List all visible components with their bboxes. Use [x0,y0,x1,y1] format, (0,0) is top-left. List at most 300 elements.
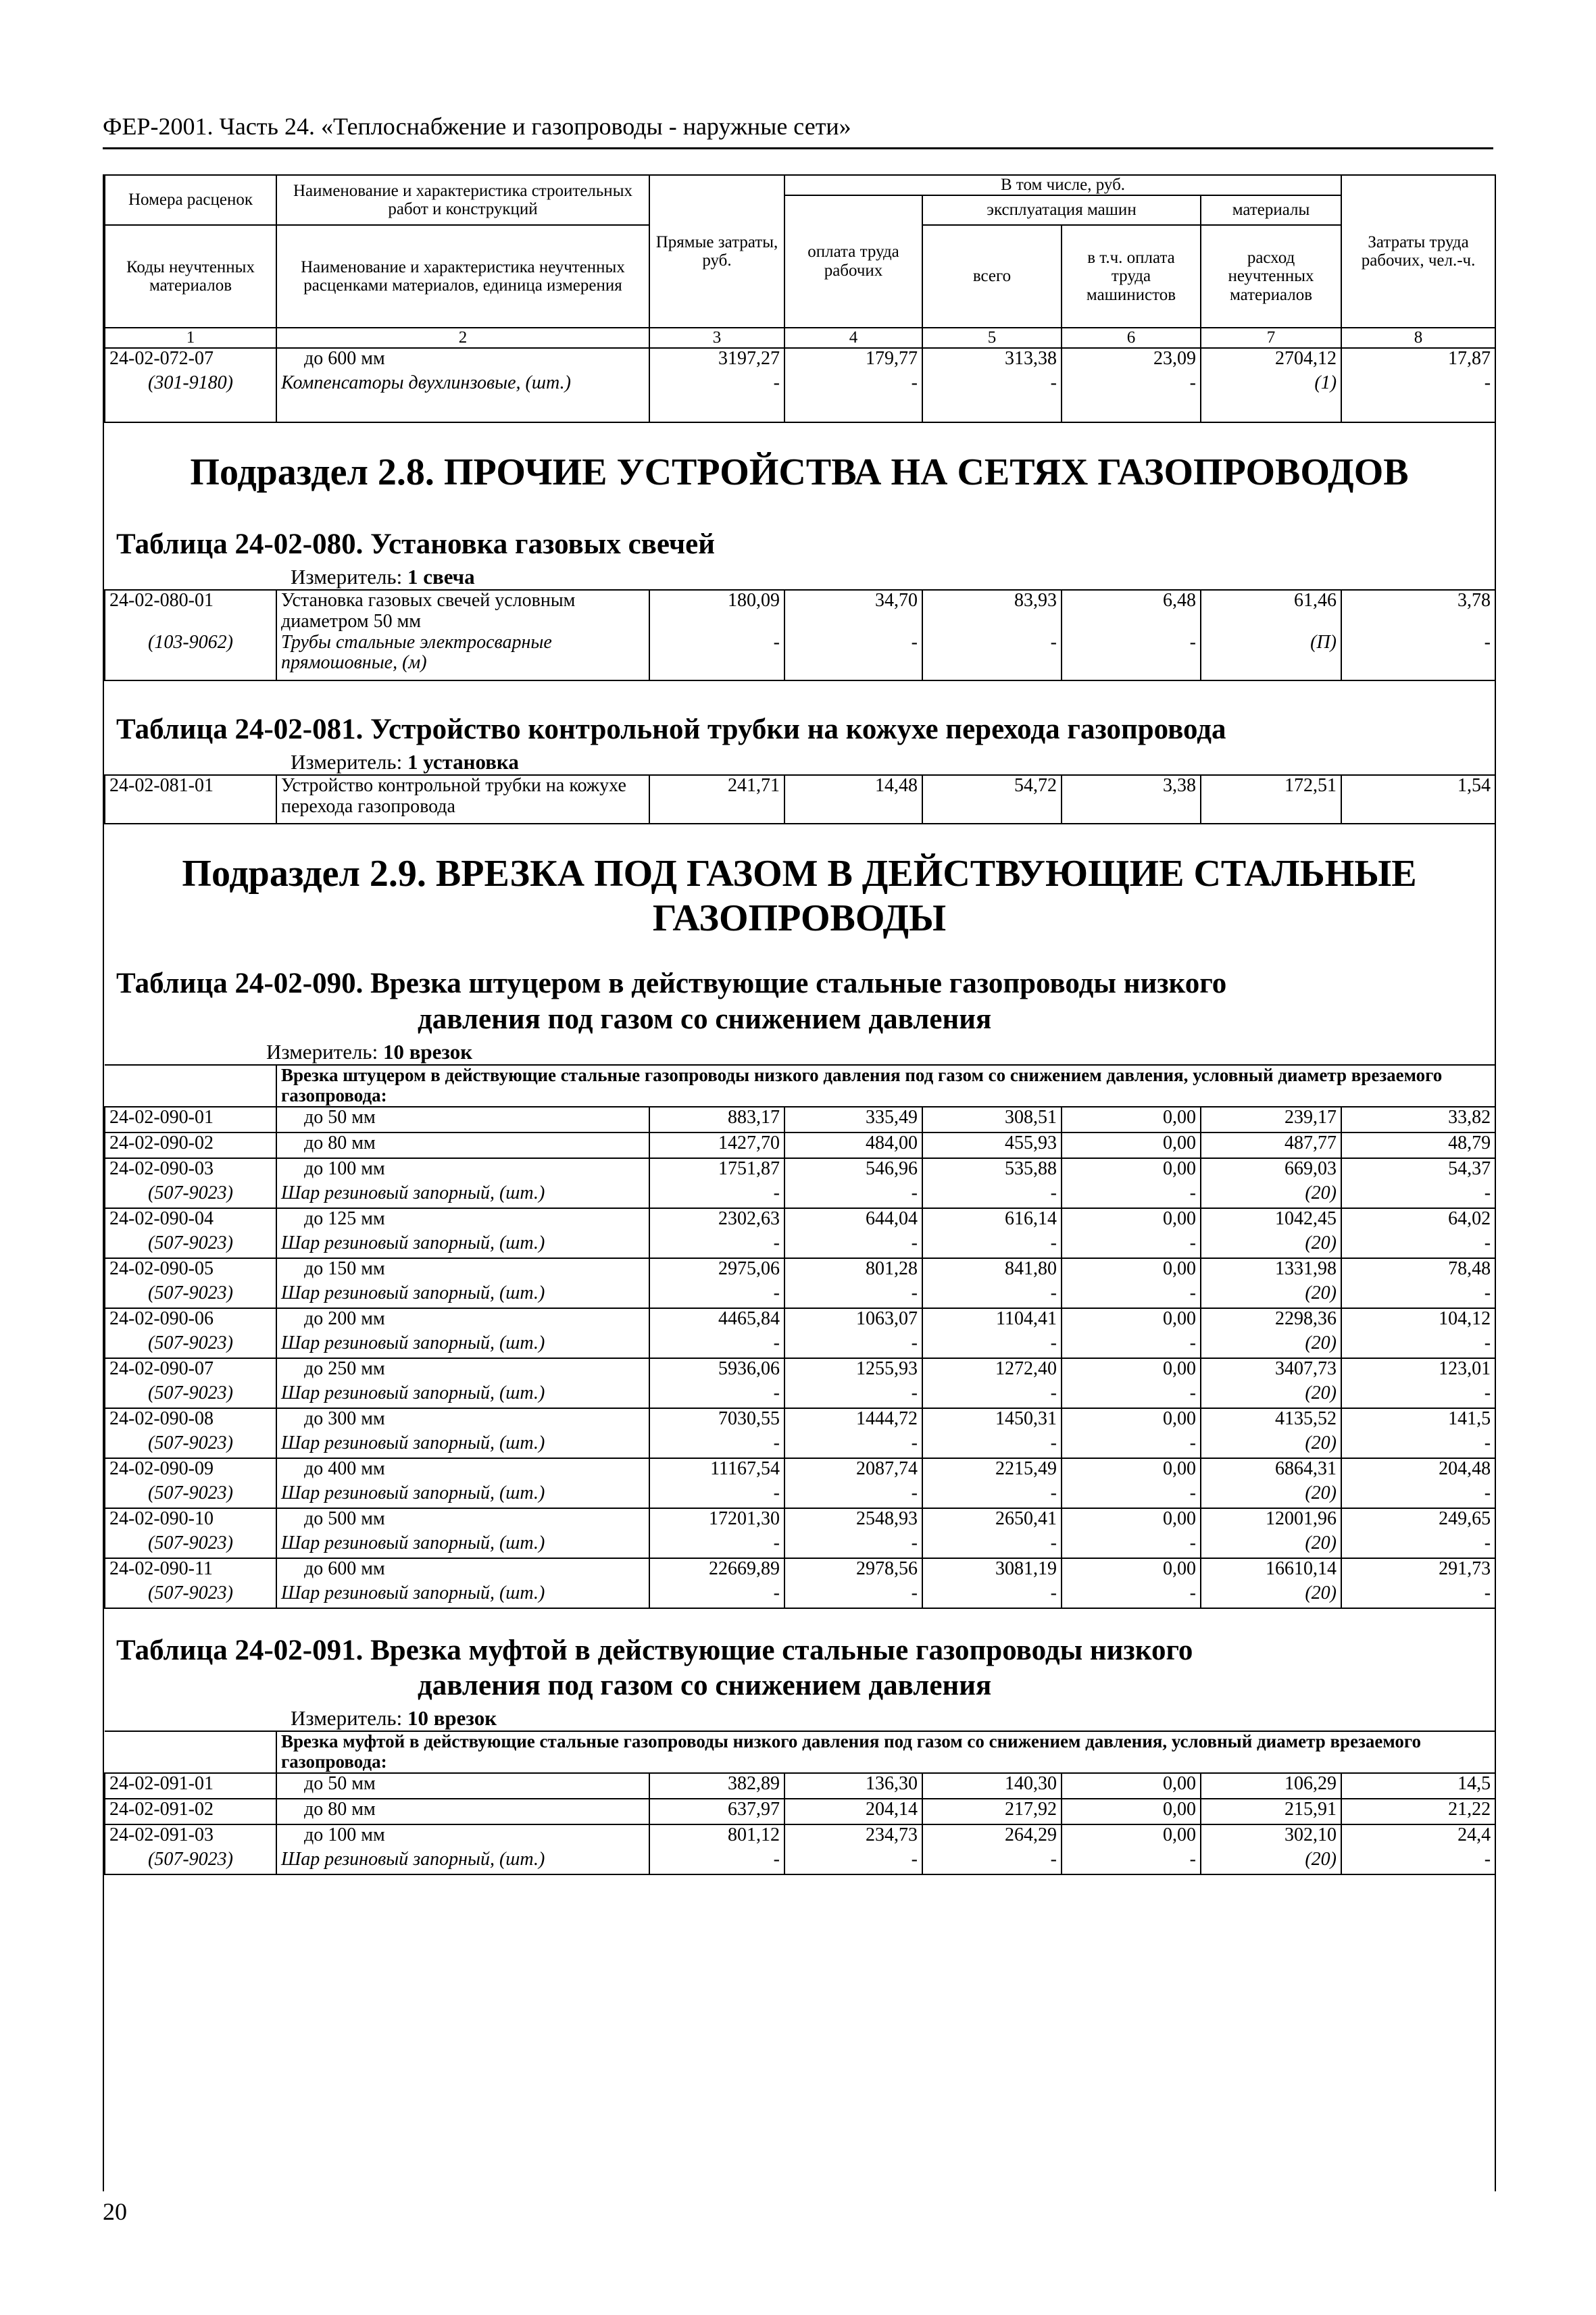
cell: 0,00 [1062,1208,1201,1233]
cell: - [649,1849,784,1874]
measure-label: Измеритель: [291,1706,403,1731]
cell: 883,17 [649,1107,784,1132]
cell: - [1341,1583,1495,1608]
cell: - [1341,1183,1495,1208]
rate-code: 24-02-090-04 [105,1208,276,1233]
rate-code: 24-02-090-08 [105,1408,276,1433]
cell: (20) [1201,1283,1341,1308]
cell: - [649,1433,784,1458]
cell: - [1341,1383,1495,1408]
hdr-num-4: 4 [784,328,922,348]
rate-name: до 250 мм [276,1358,649,1383]
cell: - [1341,1533,1495,1558]
rate-name: до 500 мм [276,1508,649,1533]
cell: 2298,36 [1201,1308,1341,1333]
rate-name: до 300 мм [276,1408,649,1433]
table-090-title [116,966,1495,1037]
rate-code: 24-02-091-02 [105,1799,276,1824]
hdr-material-consumption: расход неучтенных материалов [1201,225,1341,328]
cell: 3407,73 [1201,1358,1341,1383]
cell: - [649,373,784,422]
measure-label: Измеритель: [266,1040,378,1064]
cell: 54,37 [1341,1158,1495,1183]
cell: 140,30 [922,1773,1062,1799]
material-row [105,1283,1495,1308]
cell: - [1341,373,1495,422]
cell: - [1062,1183,1201,1208]
hdr-num-3: 3 [649,328,784,348]
table-row [105,1799,1495,1824]
hdr-pay: оплата труда рабочих [784,195,922,328]
material-code: (507-9023) [105,1183,276,1208]
table-row [105,1773,1495,1799]
cell: 291,73 [1341,1558,1495,1583]
cell: 24,4 [1341,1824,1495,1849]
rate-code: 24-02-090-10 [105,1508,276,1533]
hdr-num-7: 7 [1201,328,1341,348]
cell: - [922,1333,1062,1358]
cell: 172,51 [1201,775,1341,824]
table-row [105,1558,1495,1583]
cell: 264,29 [922,1824,1062,1849]
cell: 1331,98 [1201,1258,1341,1283]
cell: - [649,1183,784,1208]
measure-value: 1 установка [407,750,519,774]
rate-name: до 400 мм [276,1458,649,1483]
cell: 104,12 [1341,1308,1495,1333]
rate-name: Установка газовых свечей условным диаметром 50 мм [276,590,649,632]
measure-value: 10 врезок [407,1706,497,1731]
cell-labor: 17,87 [1341,348,1495,373]
rate-name: до 100 мм [276,1824,649,1849]
cell: - [1062,1233,1201,1258]
cell: 841,80 [922,1258,1062,1283]
rate-code: 24-02-090-11 [105,1558,276,1583]
cell: 1427,70 [649,1132,784,1158]
material-row [105,1433,1495,1458]
cell: 141,5 [1341,1408,1495,1433]
material-code: (507-9023) [105,1849,276,1874]
measure-value: 10 врезок [382,1040,473,1064]
cell: 669,03 [1201,1158,1341,1183]
cell: 0,00 [1062,1358,1201,1383]
cell: 0,00 [1062,1458,1201,1483]
cell: 78,48 [1341,1258,1495,1283]
rate-code: 24-02-090-03 [105,1158,276,1183]
cell: - [784,1383,922,1408]
cell-pay: 179,77 [784,348,922,373]
cell: 801,12 [649,1824,784,1849]
material-row [105,1333,1495,1358]
section-2-9-title: Подраздел 2.9. ВРЕЗКА ПОД ГАЗОМ В ДЕЙСТВУЮЩИЕ СТАЛЬНЫЕ ГАЗОПРОВОДЫ [182,853,1417,940]
table-081 [104,774,1496,824]
cell: - [1341,1283,1495,1308]
rate-name: до 200 мм [276,1308,649,1333]
rate-name: до 125 мм [276,1208,649,1233]
hdr-rate-numbers: Номера расценок [105,175,276,225]
cell: 1063,07 [784,1308,922,1333]
table-091-title-line1: Таблица 24-02-091. Врезка муфтой в действующие стальные газопроводы низкого [116,1634,1193,1666]
cell: 1751,87 [649,1158,784,1183]
cell: 1104,41 [922,1308,1062,1333]
material-code: (507-9023) [105,1433,276,1458]
material-row [105,1583,1495,1608]
material-row [105,1383,1495,1408]
table-090-title-line1: Таблица 24-02-090. Врезка штуцером в действующие стальные газопроводы низкого [116,968,1227,1000]
cell: 106,29 [1201,1773,1341,1799]
cell: 1444,72 [784,1408,922,1433]
table-row [105,1107,1495,1132]
rate-code: 24-02-090-07 [105,1358,276,1383]
cell: 234,73 [784,1824,922,1849]
page-number: 20 [103,2198,127,2225]
running-head: ФЕР-2001. Часть 24. «Теплоснабжение и газопроводы - наружные сети» [103,113,851,140]
cell: - [922,1183,1062,1208]
material-name: Шар резиновый запорный, (шт.) [276,1583,649,1608]
cell: 335,49 [784,1107,922,1132]
rate-name: до 100 мм [276,1158,649,1183]
cell: - [1062,632,1201,680]
cell: - [784,1849,922,1874]
cell: 7030,55 [649,1408,784,1433]
cell: (20) [1201,1533,1341,1558]
material-name: Шар резиновый запорный, (шт.) [276,1183,649,1208]
cell: (20) [1201,1183,1341,1208]
cell: 3081,19 [922,1558,1062,1583]
table-091-measure [291,1706,1495,1731]
table-090 [104,1064,1496,1608]
material-code: (507-9023) [105,1533,276,1558]
cell: (20) [1201,1333,1341,1358]
measure-value: 1 свеча [407,565,475,589]
material-code: (507-9023) [105,1483,276,1508]
cell: - [1341,1483,1495,1508]
table-090-measure [266,1040,1495,1064]
cell: 0,00 [1062,1508,1201,1533]
cell: 3,38 [1062,775,1201,824]
cell: 11167,54 [649,1458,784,1483]
table-081-measure [291,750,1495,774]
header-rule [103,147,1493,149]
cell: - [1062,373,1201,422]
cell: 616,14 [922,1208,1062,1233]
material-code: (507-9023) [105,1583,276,1608]
cell: 217,92 [922,1799,1062,1824]
cell: 34,70 [784,590,922,632]
cell: 2087,74 [784,1458,922,1483]
table-row [105,1208,1495,1233]
cell: 308,51 [922,1107,1062,1132]
cell: (20) [1201,1849,1341,1874]
cell: - [1062,1333,1201,1358]
table-080-measure [291,565,1495,589]
cell: 204,48 [1341,1458,1495,1483]
table-row [105,1458,1495,1483]
cell: - [784,632,922,680]
table-row [105,1824,1495,1849]
material-name: Шар резиновый запорный, (шт.) [276,1383,649,1408]
cell: - [922,373,1062,422]
table-row [105,1132,1495,1158]
cell: - [784,1433,922,1458]
material-name: Шар резиновый запорный, (шт.) [276,1533,649,1558]
table-091-title [116,1633,1495,1704]
material-code: (507-9023) [105,1383,276,1408]
measure-label: Измеритель: [291,750,403,774]
cell: 0,00 [1062,1107,1201,1132]
cell: 241,71 [649,775,784,824]
cell: - [1341,632,1495,680]
cell: - [1062,1849,1201,1874]
cell: - [1341,1849,1495,1874]
cell: 6,48 [1062,590,1201,632]
cell: - [649,1283,784,1308]
cell: 382,89 [649,1773,784,1799]
cell: 0,00 [1062,1558,1201,1583]
cell: 14,5 [1341,1773,1495,1799]
material-name: Шар резиновый запорный, (шт.) [276,1233,649,1258]
table-090-title-line2: давления под газом со снижением давления [418,1003,992,1035]
material-code: (301-9180) [105,373,276,422]
cell: 2215,49 [922,1458,1062,1483]
material-row [105,1533,1495,1558]
cell: 637,97 [649,1799,784,1824]
material-row [105,1483,1495,1508]
cell-direct: 3197,27 [649,348,784,373]
cell: 54,72 [922,775,1062,824]
cell: 546,96 [784,1158,922,1183]
cell: 136,30 [784,1773,922,1799]
cell: - [922,632,1062,680]
cell: 0,00 [1062,1824,1201,1849]
table-row [105,1158,1495,1183]
cell: 0,00 [1062,1799,1201,1824]
cell: 61,46 [1201,590,1341,632]
cell: - [784,1533,922,1558]
hdr-num-6: 6 [1062,328,1201,348]
material-name: Шар резиновый запорный, (шт.) [276,1333,649,1358]
cell: 2650,41 [922,1508,1062,1533]
cell: - [784,373,922,422]
cell: (П) [1201,632,1341,680]
material-row [105,1183,1495,1208]
table-080 [104,589,1496,681]
cell: - [1341,1233,1495,1258]
cell: 5936,06 [649,1358,784,1383]
hdr-labor: Затраты труда рабочих, чел.-ч. [1341,175,1495,328]
cell: 12001,96 [1201,1508,1341,1533]
cell: - [649,1383,784,1408]
cell: - [922,1283,1062,1308]
cell: - [784,1233,922,1258]
cell: 0,00 [1062,1158,1201,1183]
table-row [105,1408,1495,1433]
cell: 3,78 [1341,590,1495,632]
content-frame [103,174,1496,2191]
hdr-num-2: 2 [276,328,649,348]
rate-name: до 600 мм [276,348,649,373]
cell: - [1062,1583,1201,1608]
material-code: (507-9023) [105,1283,276,1308]
rate-name: до 600 мм [276,1558,649,1583]
cell: (20) [1201,1383,1341,1408]
rate-code: 24-02-081-01 [105,775,276,824]
cell: 239,17 [1201,1107,1341,1132]
cell: - [1062,1433,1201,1458]
hdr-machines-total: всего [922,225,1062,328]
material-row [105,1849,1495,1874]
cell: - [922,1433,1062,1458]
cell: 48,79 [1341,1132,1495,1158]
hdr-materials: материалы [1201,195,1341,226]
cell: 487,77 [1201,1132,1341,1158]
material-name: Шар резиновый запорный, (шт.) [276,1283,649,1308]
hdr-machines: эксплуатация машин [922,195,1201,226]
cell: - [922,1383,1062,1408]
cell: (20) [1201,1483,1341,1508]
material-row [105,1233,1495,1258]
rate-code: 24-02-090-09 [105,1458,276,1483]
cell: - [1341,1433,1495,1458]
cell: - [784,1183,922,1208]
cell: (20) [1201,1433,1341,1458]
cell: 204,14 [784,1799,922,1824]
cell: - [922,1483,1062,1508]
rate-code: 24-02-090-06 [105,1308,276,1333]
cell: - [922,1583,1062,1608]
cell: - [784,1483,922,1508]
material-name: Шар резиновый запорный, (шт.) [276,1849,649,1874]
cell: - [922,1533,1062,1558]
cell: 1,54 [1341,775,1495,824]
hdr-material-names: Наименование и характеристика неучтенных расценками материалов, единица измерения [276,225,649,328]
table-row [105,1258,1495,1283]
cell: - [1062,1533,1201,1558]
section-2-8-title: Подраздел 2.8. ПРОЧИЕ УСТРОЙСТВА НА СЕТЯХ ГАЗОПРОВОДОВ [190,451,1409,493]
cell: (1) [1201,373,1341,422]
cell: - [784,1583,922,1608]
cell: 1272,40 [922,1358,1062,1383]
cell-materials: 2704,12 [1201,348,1341,373]
cell: 484,00 [784,1132,922,1158]
material-name: Шар резиновый запорный, (шт.) [276,1433,649,1458]
cell: 2302,63 [649,1208,784,1233]
cell: 64,02 [1341,1208,1495,1233]
material-name: Компенсаторы двухлинзовые, (шт.) [276,373,649,422]
cell: 16610,14 [1201,1558,1341,1583]
rate-name: Устройство контрольной трубки на кожухе перехода газопровода [276,775,649,824]
cell: 0,00 [1062,1408,1201,1433]
cell: (20) [1201,1233,1341,1258]
cell: 2978,56 [784,1558,922,1583]
cell: - [649,632,784,680]
rate-code: 24-02-072-07 [105,348,276,373]
cell: 17201,30 [649,1508,784,1533]
rate-code: 24-02-091-01 [105,1773,276,1799]
cell: 302,10 [1201,1824,1341,1849]
hdr-direct-costs: Прямые затраты, руб. [649,175,784,328]
rate-name: до 50 мм [276,1773,649,1799]
cell: - [1062,1383,1201,1408]
rate-code: 24-02-080-01 [105,590,276,632]
rate-name: до 150 мм [276,1258,649,1283]
cell: 33,82 [1341,1107,1495,1132]
cell: 83,93 [922,590,1062,632]
cell: - [922,1233,1062,1258]
material-name: Трубы стальные электросварные прямошовные, (м) [276,632,649,680]
cell: 0,00 [1062,1773,1201,1799]
cell: - [784,1333,922,1358]
hdr-num-5: 5 [922,328,1062,348]
table-091-caption: Врезка муфтой в действующие стальные газопроводы низкого давления под газом со снижением давления, условный диаметр врезаемого газопровода: [276,1731,1495,1772]
cell: 644,04 [784,1208,922,1233]
cell: 22669,89 [649,1558,784,1583]
hdr-work-name: Наименование и характеристика строительных работ и конструкций [276,175,649,225]
material-code: (507-9023) [105,1233,276,1258]
rate-code: 24-02-091-03 [105,1824,276,1849]
cell: 1042,45 [1201,1208,1341,1233]
cell: 1450,31 [922,1408,1062,1433]
hdr-material-codes: Коды неучтенных материалов [105,225,276,328]
material-code: (103-9062) [105,632,276,680]
hdr-including: В том числе, руб. [784,175,1341,195]
cell-mach: 313,38 [922,348,1062,373]
rate-code: 24-02-090-05 [105,1258,276,1283]
cell: 801,28 [784,1258,922,1283]
material-code: (507-9023) [105,1333,276,1358]
table-081-title: Таблица 24-02-081. Устройство контрольной трубки на кожухе перехода газопровода [116,713,1226,745]
cell: 215,91 [1201,1799,1341,1824]
cell: 4135,52 [1201,1408,1341,1433]
cell: 6864,31 [1201,1458,1341,1483]
cell: 455,93 [922,1132,1062,1158]
cell: 21,22 [1341,1799,1495,1824]
measure-label: Измеритель: [291,565,403,589]
rate-code: 24-02-090-01 [105,1107,276,1132]
cell: - [1062,1283,1201,1308]
hdr-machinist-pay: в т.ч. оплата труда машинистов [1062,225,1201,328]
table-090-caption: Врезка штуцером в действующие стальные газопроводы низкого давления под газом со снижением давления, условный диаметр врезаемого газопровода: [276,1065,1495,1106]
cell: 14,48 [784,775,922,824]
table-row [105,1308,1495,1333]
cell: (20) [1201,1583,1341,1608]
cell: 123,01 [1341,1358,1495,1383]
hdr-num-8: 8 [1341,328,1495,348]
header-table [104,174,1496,423]
cell: 535,88 [922,1158,1062,1183]
cell: - [1341,1333,1495,1358]
cell-mach-pay: 23,09 [1062,348,1201,373]
cell: - [922,1849,1062,1874]
cell: 0,00 [1062,1308,1201,1333]
cell: - [1062,1483,1201,1508]
rate-name: до 80 мм [276,1132,649,1158]
cell: 0,00 [1062,1132,1201,1158]
cell: 4465,84 [649,1308,784,1333]
cell: - [649,1583,784,1608]
rate-name: до 50 мм [276,1107,649,1132]
cell: - [784,1283,922,1308]
cell: 2548,93 [784,1508,922,1533]
cell: - [649,1533,784,1558]
cell: - [649,1333,784,1358]
table-091 [104,1731,1496,1874]
rate-code: 24-02-090-02 [105,1132,276,1158]
material-name: Шар резиновый запорный, (шт.) [276,1483,649,1508]
cell: - [649,1483,784,1508]
cell: 1255,93 [784,1358,922,1383]
cell: - [649,1233,784,1258]
